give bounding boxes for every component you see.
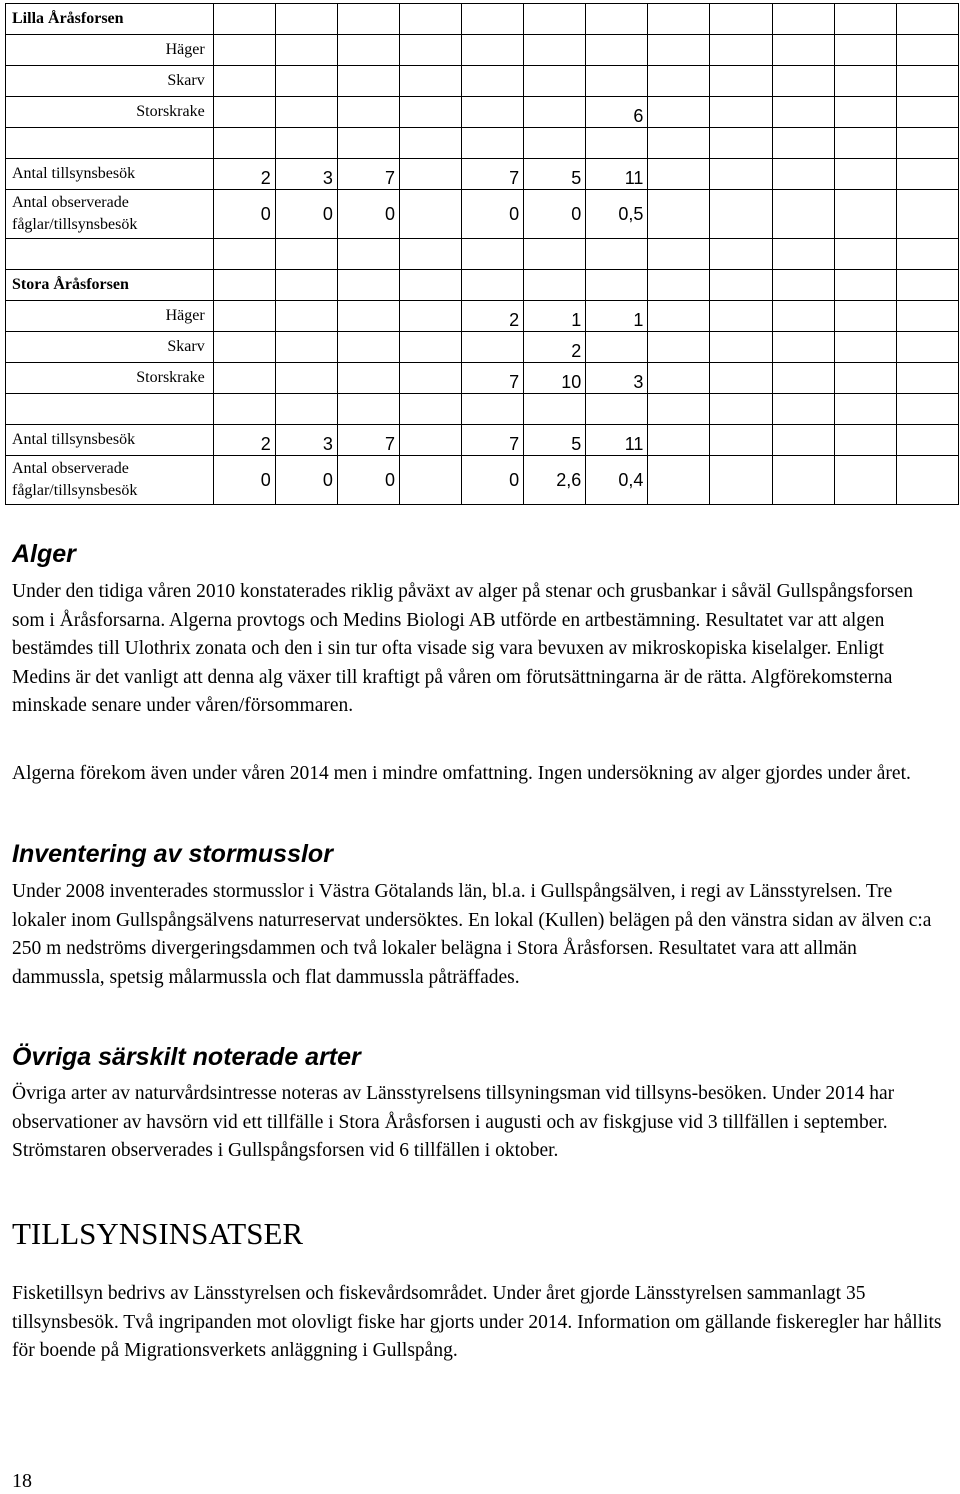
table-cell <box>648 35 710 66</box>
table-cell <box>462 128 524 159</box>
table-cell: 1 <box>586 301 648 332</box>
table-cell: 2 <box>462 301 524 332</box>
table-row <box>6 97 959 128</box>
table-cell <box>710 394 772 425</box>
table-cell <box>400 35 462 66</box>
table-cell <box>213 97 275 128</box>
table-cell <box>896 270 958 301</box>
table-cell <box>710 270 772 301</box>
row-label: Storskrake <box>6 363 214 394</box>
table-cell: 3 <box>275 159 337 190</box>
table-cell <box>834 4 896 35</box>
table-cell <box>275 128 337 159</box>
table-cell <box>896 332 958 363</box>
table-cell <box>648 394 710 425</box>
table-cell <box>896 456 958 505</box>
table-cell: 0 <box>337 456 399 505</box>
table-cell: 0 <box>462 190 524 239</box>
stormusslor-heading: Inventering av stormusslor <box>12 840 333 868</box>
table-cell <box>586 66 648 97</box>
table-cell <box>710 425 772 456</box>
table-cell <box>337 394 399 425</box>
table-cell <box>648 363 710 394</box>
row-label <box>6 128 214 159</box>
table-cell <box>710 239 772 270</box>
row-label <box>6 239 214 270</box>
table-cell <box>772 97 834 128</box>
table-cell <box>275 97 337 128</box>
table-cell <box>586 332 648 363</box>
table-cell: 7 <box>337 425 399 456</box>
table-cell: 2,6 <box>524 456 586 505</box>
table-cell <box>275 239 337 270</box>
table-cell <box>896 363 958 394</box>
table-cell <box>834 128 896 159</box>
table-cell: 0 <box>213 456 275 505</box>
table-cell: 2 <box>524 332 586 363</box>
table-cell <box>772 301 834 332</box>
table-cell <box>710 332 772 363</box>
table-cell <box>213 239 275 270</box>
table-cell <box>772 456 834 505</box>
table-cell <box>834 425 896 456</box>
table-cell <box>213 332 275 363</box>
table-cell <box>710 66 772 97</box>
table-cell <box>834 35 896 66</box>
table-cell <box>710 128 772 159</box>
table-cell <box>400 394 462 425</box>
stormusslor-paragraph: Under 2008 inventerades stormusslor i Västra Götalands län, bl.a. i Gullspångsälven, i regi av Länsstyrelsen. Tre lokaler inom Gullspångsälvens naturreservat undersöktes. En lokal (Kullen) belägen på den vänstra sidan av älven c:a 250 m nedströms divergeringsdammen och två lokaler belägna i Stora Åråsforsen. Resultatet vara att allmän dammussla, spetsig målarmussla och flat dammussla påträffades. <box>12 881 932 988</box>
page-number: 18 <box>12 1470 32 1492</box>
table-cell <box>648 190 710 239</box>
table-cell <box>896 425 958 456</box>
table-cell <box>213 394 275 425</box>
table-cell <box>586 394 648 425</box>
table-cell <box>275 332 337 363</box>
table-row <box>6 239 959 270</box>
table-cell <box>834 66 896 97</box>
row-label: Häger <box>6 35 214 66</box>
ovriga-heading: Övriga särskilt noterade arter <box>12 1043 361 1071</box>
table-cell <box>834 301 896 332</box>
table-cell <box>400 239 462 270</box>
table-cell <box>896 239 958 270</box>
table-cell <box>524 394 586 425</box>
alger-paragraph-1: Under den tidiga våren 2010 konstaterades riklig påväxt av alger på stenar och grusbankar i såväl Gullspångsforsen som i Åråsforsarna. Algerna provtogs och Medins Biologi AB utförde en artbestämning. Resultatet var att algen bestämdes till Ulothrix zonata och den i sin tur ofta visade sig vara bevuxen av mikroskopiska kiselalger. Enligt Medins är det vanligt att denna alg växer till kraftigt på våren om förutsättningarna är de rätta. Algförekomsterna minskade senare under våren/försommaren. <box>12 581 914 716</box>
table-cell: 7 <box>462 363 524 394</box>
table-cell <box>834 239 896 270</box>
table-cell <box>524 239 586 270</box>
table-cell <box>896 66 958 97</box>
table-cell <box>213 4 275 35</box>
table-cell <box>337 4 399 35</box>
table-cell <box>648 301 710 332</box>
table-cell <box>275 301 337 332</box>
table-row <box>6 270 959 301</box>
row-label <box>6 394 214 425</box>
table-cell <box>834 97 896 128</box>
table-cell <box>710 4 772 35</box>
table-cell <box>337 270 399 301</box>
table-cell: 11 <box>586 425 648 456</box>
table-cell <box>337 363 399 394</box>
table-cell: 3 <box>275 425 337 456</box>
table-cell <box>772 332 834 363</box>
table-cell <box>710 35 772 66</box>
table-cell <box>400 97 462 128</box>
table-cell <box>896 128 958 159</box>
table-cell <box>400 190 462 239</box>
table-cell <box>772 394 834 425</box>
table-cell <box>462 394 524 425</box>
table-row <box>6 66 959 97</box>
table-cell: 0 <box>337 190 399 239</box>
table-body <box>6 4 959 505</box>
table-cell <box>710 301 772 332</box>
table-cell <box>586 128 648 159</box>
table-cell <box>524 128 586 159</box>
table-cell <box>772 239 834 270</box>
table-cell <box>400 363 462 394</box>
table-row <box>6 4 959 35</box>
bird-observation-table <box>5 3 959 505</box>
table-cell <box>337 35 399 66</box>
table-cell: 6 <box>586 97 648 128</box>
table-cell <box>462 270 524 301</box>
row-label: Lilla Åråsforsen <box>6 4 214 35</box>
table-cell <box>524 270 586 301</box>
table-cell <box>400 66 462 97</box>
row-label: Antal observerade fåglar/tillsynsbesök <box>6 190 214 239</box>
table-row <box>6 456 959 505</box>
table-cell: 0 <box>275 190 337 239</box>
table-cell <box>772 35 834 66</box>
table-cell <box>400 4 462 35</box>
table-cell: 1 <box>524 301 586 332</box>
table-row <box>6 190 959 239</box>
table-cell <box>400 128 462 159</box>
table-cell <box>213 363 275 394</box>
table-cell <box>586 35 648 66</box>
table-cell <box>337 97 399 128</box>
table-cell <box>772 425 834 456</box>
table-cell <box>337 332 399 363</box>
table-cell <box>772 66 834 97</box>
tillsynsinsatser-heading: TILLSYNSINSATSER <box>12 1216 304 1251</box>
alger-paragraph-2: Algerna förekom även under våren 2014 men i mindre omfattning. Ingen undersökning av alger gjordes under året. <box>12 763 911 784</box>
table-cell <box>462 4 524 35</box>
table-cell <box>400 456 462 505</box>
table-cell <box>834 190 896 239</box>
table-cell <box>524 97 586 128</box>
table-cell <box>400 301 462 332</box>
table-cell <box>896 301 958 332</box>
table-cell <box>275 270 337 301</box>
table-row <box>6 301 959 332</box>
row-label: Antal observerade fåglar/tillsynsbesök <box>6 456 214 505</box>
table-cell: 0 <box>462 456 524 505</box>
table-cell <box>772 4 834 35</box>
table-row <box>6 332 959 363</box>
table-cell <box>337 239 399 270</box>
table-cell <box>896 190 958 239</box>
table-cell <box>772 190 834 239</box>
table-cell <box>772 128 834 159</box>
table-cell <box>337 66 399 97</box>
table-cell: 7 <box>337 159 399 190</box>
table-cell: 2 <box>213 425 275 456</box>
table-row <box>6 394 959 425</box>
table-row <box>6 159 959 190</box>
table-cell <box>586 270 648 301</box>
table-cell <box>834 394 896 425</box>
table-cell: 7 <box>462 425 524 456</box>
table-cell <box>524 35 586 66</box>
table-cell <box>586 4 648 35</box>
table-cell <box>896 4 958 35</box>
table-cell: 10 <box>524 363 586 394</box>
table-cell: 5 <box>524 159 586 190</box>
row-label: Antal tillsynsbesök <box>6 159 214 190</box>
table-cell <box>462 66 524 97</box>
table-cell: 3 <box>586 363 648 394</box>
table-cell <box>710 97 772 128</box>
tillsynsinsatser-paragraph: Fisketillsyn bedrivs av Länsstyrelsen och fiskevårdsområdet. Under året gjorde Länsstyrelsen sammanlagt 35 tillsynsbesök. Två ingripanden mot olovligt fiske har gjorts under 2014. Information om gällande fiskeregler har hållits för boende på Migrationsverkets anläggning i Gullspång. <box>12 1283 942 1361</box>
table-row <box>6 35 959 66</box>
table-cell <box>586 239 648 270</box>
table-cell <box>648 159 710 190</box>
table-cell <box>213 301 275 332</box>
table-cell <box>275 66 337 97</box>
row-label: Häger <box>6 301 214 332</box>
table-cell <box>896 394 958 425</box>
table-cell: 7 <box>462 159 524 190</box>
table-cell <box>772 270 834 301</box>
table-cell: 0,5 <box>586 190 648 239</box>
table-cell <box>648 4 710 35</box>
table-cell <box>524 66 586 97</box>
table-cell <box>462 332 524 363</box>
table-cell <box>648 128 710 159</box>
table-cell: 0 <box>275 456 337 505</box>
table-cell <box>275 394 337 425</box>
table-cell <box>400 425 462 456</box>
table-cell <box>772 363 834 394</box>
table-cell <box>896 159 958 190</box>
table-cell <box>213 66 275 97</box>
table-cell: 11 <box>586 159 648 190</box>
row-label: Stora Åråsforsen <box>6 270 214 301</box>
table-cell: 0 <box>524 190 586 239</box>
row-label: Skarv <box>6 66 214 97</box>
table-cell <box>337 301 399 332</box>
table-cell: 2 <box>213 159 275 190</box>
table-cell <box>213 35 275 66</box>
table-cell <box>462 35 524 66</box>
table-cell <box>896 97 958 128</box>
row-label: Skarv <box>6 332 214 363</box>
table-cell: 0,4 <box>586 456 648 505</box>
table-cell <box>275 35 337 66</box>
table-cell <box>213 270 275 301</box>
table-cell: 0 <box>213 190 275 239</box>
table-cell <box>834 456 896 505</box>
table-cell: 5 <box>524 425 586 456</box>
table-cell <box>462 97 524 128</box>
table-row <box>6 425 959 456</box>
table-cell <box>896 35 958 66</box>
table-cell <box>275 363 337 394</box>
table-cell <box>648 332 710 363</box>
table-cell <box>834 270 896 301</box>
table-cell <box>400 159 462 190</box>
table-cell <box>648 270 710 301</box>
alger-heading: Alger <box>12 540 76 568</box>
row-label: Storskrake <box>6 97 214 128</box>
table-cell <box>648 456 710 505</box>
table-row <box>6 363 959 394</box>
ovriga-paragraph: Övriga arter av naturvårdsintresse noteras av Länsstyrelsens tillsyningsman vid tillsyns-besöken. Under 2014 har observationer av havsörn vid ett tillfälle i Stora Åråsforsen i augusti och av fiskgjuse vid 3 tillfällen i september. Strömstaren observerades i Gullspångsforsen vid 6 tillfällen i oktober. <box>12 1083 895 1161</box>
table-cell <box>648 425 710 456</box>
table-cell <box>710 363 772 394</box>
table-cell <box>648 66 710 97</box>
table-cell <box>834 363 896 394</box>
table-cell <box>710 190 772 239</box>
table-cell <box>337 128 399 159</box>
table-cell <box>834 159 896 190</box>
table-cell <box>648 239 710 270</box>
table-row <box>6 128 959 159</box>
table-cell <box>834 332 896 363</box>
row-label: Antal tillsynsbesök <box>6 425 214 456</box>
table-cell <box>275 4 337 35</box>
table-cell <box>710 159 772 190</box>
table-cell <box>213 128 275 159</box>
table-cell <box>400 332 462 363</box>
table-cell <box>648 97 710 128</box>
table-cell <box>462 239 524 270</box>
table-cell <box>524 4 586 35</box>
table-cell <box>710 456 772 505</box>
table-cell <box>772 159 834 190</box>
table-cell <box>400 270 462 301</box>
